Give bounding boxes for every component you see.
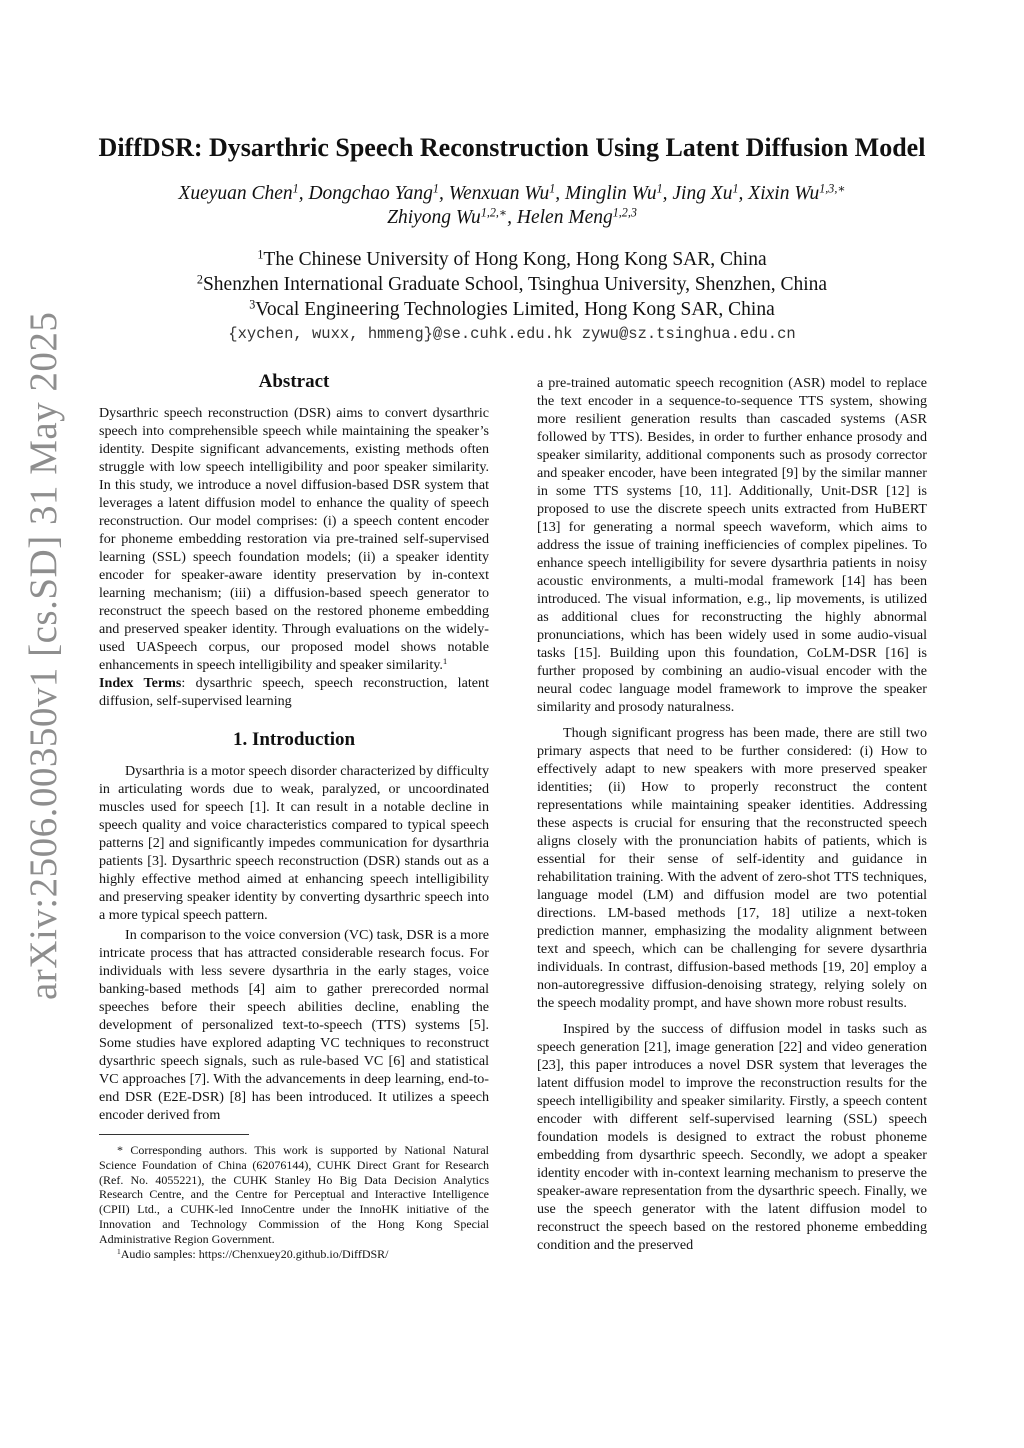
abstract-text: Dysarthric speech reconstruction (DSR) aims to convert dysarthric speech into comprehensible speech while maintaining the speaker’s identity. Despite significant advancements, existing methods often struggle with low speech intelligibility and poor speaker similarity. In this study, we introduce a novel diffusion-based DSR system that leverages a latent diffusion model to enhance the quality of speech reconstruction. Our model comprises: (i) a speech content encoder for phoneme embedding restoration via pre-trained self-supervised learning (SSL) speech foundation models; (ii) a speaker identity encoder for speaker-aware identity preservation by in-context learning mechanism; (iii) a diffusion-based speech generator to reconstruct the speech based on the restored phoneme embedding and preserved speaker identity. Through evaluations on the widely-used UASpeech corpus, our proposed model shows notable enhancements in speech intelligibility and speaker similarity.$^1$ xyxy=(99,405,489,673)
affiliation: $^2$Shenzhen International Graduate School, Tsinghua University, Shenzhen, China xyxy=(196,272,828,295)
author-line-2 xyxy=(0,206,1024,230)
paragraph: In comparison to the voice conversion (VC) task, DSR is a more intricate process that has attracted considerable research focus. For individuals with less severe dysarthria in the early stages, voice banking-based methods [4] aim to gather prerecorded normal speeches before their speech abilities decline, enabling the development of personalized text-to-speech (TTS) systems [5]. Some studies have explored adapting VC techniques to reconstruct dysarthric speech signals, such as rule-based VC [6] and statistical VC approaches [7]. With the advancements in deep learning, end-to-end DSR (E2E-DSR) [8] has been introduced. It utilizes a speech encoder derived from xyxy=(99,927,490,1123)
footnote-audio: $^1$Audio samples: https://Chenxuey20.github.io/DiffDSR/ xyxy=(117,1246,389,1261)
left-column xyxy=(99,370,489,1261)
affiliation-list xyxy=(0,247,1024,322)
paragraph: Though significant progress has been made, there are still two primary aspects that need to be further considered: (i) How to effectively adapt to new speakers with more preserved speaker identities; (ii) How to properly reconstruct the content representations while maintaining speaker identities. Addressing these aspects is crucial for ensuring that the reconstructed speech aligns closely with the pronunciation habits of patients, which is essential for their sense of self-identity and guidance in rehabilitation training. With the advent of zero-shot TTS techniques, language model (LM) and diffusion model are two potential directions. LM-based methods [17, 18] utilize a next-token prediction manner, emphasizing the modality alignment between text and speech, which can be challenging for severe dysarthria individuals. In contrast, diffusion-based methods [19, 20] employ a non-autoregressive diffusion-denoising strategy, relying solely on the speech modality prompt, and have shown more robust results. xyxy=(537,725,927,1011)
index-terms: Index Terms: dysarthric speech, speech reconstruction, latent diffusion, self-supervised learning xyxy=(99,675,489,709)
introduction-heading: 1. Introduction xyxy=(232,729,356,750)
footnote-marker: 1 xyxy=(442,656,448,667)
author: Zhiyong $Wu^{1,2,∗}$, xyxy=(387,205,517,228)
author: Minglin Wu$^1$, xyxy=(565,181,673,204)
paragraph: Inspired by the success of diffusion model in tasks such as speech generation [21], image generation [22] and video generation [23], this paper introduces a novel DSR system that leverages the latent diffusion model to improve the reconstruction results for the speech intelligibility and speaker similarity. Firstly, a speech content encoder with different self-supervised learning (SSL) speech foundation models is designed to extract the robust phoneme embedding from dysarthric speech. Secondly, we adopt a speaker identity encoder with in-context learning mechanism to preserve the speaker-aware representation from the dysarthric speech. Finally, we use the speech generator with the latent diffusion model to reconstruct the speech based on the restored phoneme embedding condition and the preserved xyxy=(537,1021,927,1253)
author: Dongchao Yang$^1$, xyxy=(308,181,449,204)
author: Xueyuan Chen$^1$, xyxy=(178,181,309,204)
author-line-1 xyxy=(0,182,1024,206)
footnote-corresponding: * Corresponding authors. This work is supported by National Natural Science Foundation of China (62076144), CUHK Direct Grant for Research (Ref. No. 4055221), the CUHK Stanley Ho Big Data Decision Analytics Research Centre, and the Centre for Perceptual and Interactive Intelligence (CPII) Ltd., a CUHK-led InnoCentre under the InnoHK initiative of the Innovation and Technology Commission of the Hong Kong Special Administrative Region Government. xyxy=(99,1143,489,1246)
author-emails: {xychen, wuxx, hmmeng}@se.cuhk.edu.hk zywu@sz.tsinghua.edu.cn xyxy=(228,325,796,343)
author: Jing Xu$^1$, xyxy=(672,181,749,204)
author: Helen Meng$^{1,2,3}$ xyxy=(516,205,637,228)
affiliation: $^1$The Chinese University of Hong Kong, Hong Kong SAR, China xyxy=(257,247,767,270)
author-list xyxy=(0,182,1024,230)
right-column xyxy=(537,374,927,1254)
author: Xixin $Wu^{1,3,∗}$ xyxy=(748,181,846,204)
paper-title: DiffDSR: Dysarthric Speech Reconstruction Using Latent Diffusion Model xyxy=(98,133,926,162)
footnote-divider xyxy=(99,1134,249,1135)
abstract-heading: Abstract xyxy=(258,371,330,392)
arxiv-sidebar-stamp: arXiv:2506.00350v1 [cs.SD] 31 May 2025 xyxy=(22,311,65,1000)
author: Wenxuan Wu$^1$, xyxy=(448,181,566,204)
affiliation: $^3$Vocal Engineering Technologies Limited, Hong Kong SAR, China xyxy=(249,297,775,320)
paragraph: a pre-trained automatic speech recognition (ASR) model to replace the text encoder in a sequence-to-sequence TTS system, showing more resilient generation results than cascaded systems (ASR followed by TTS). Besides, in order to further enhance prosody and speaker similarity, additional components such as prosody corrector and speaker encoder, have been integrated [9] by the similar manner in some TTS systems [10, 11]. Additionally, Unit-DSR [12] is proposed to use the discrete speech units extracted from HuBERT [13] for generating a normal speech waveform, which aims to address the issue of training inefficiencies of complex pipelines. To enhance speech intelligibility for severe dysarthria patients in noisy acoustic environments, a multi-modal framework [14] has been introduced. The visual information, e.g., lip movements, is utilized as additional clues for reconstructing the highly abnormal pronunciations, which has been widely used in some audio-visual tasks [15]. Building upon this foundation, CoLM-DSR [16] is further proposed by combining an audio-visual encoder with the neural codec language model framework to improve the speaker similarity and prosody naturalness. xyxy=(537,375,927,715)
paragraph: Dysarthria is a motor speech disorder characterized by difficulty in articulating words due to weak, paralyzed, or uncoordinated muscles used for speech [1]. It can result in a notable decline in speech quality and voice characteristics compared to typical speech patterns [2] and significantly impedes communication for dysarthria patients [3]. Dysarthric speech reconstruction (DSR) stands out as a highly effective method aimed at enhancing speech intelligibility and preserving speaker identity by converting dysarthric speech into a more typical speech pattern. xyxy=(99,763,489,923)
footnotes xyxy=(99,1143,489,1261)
